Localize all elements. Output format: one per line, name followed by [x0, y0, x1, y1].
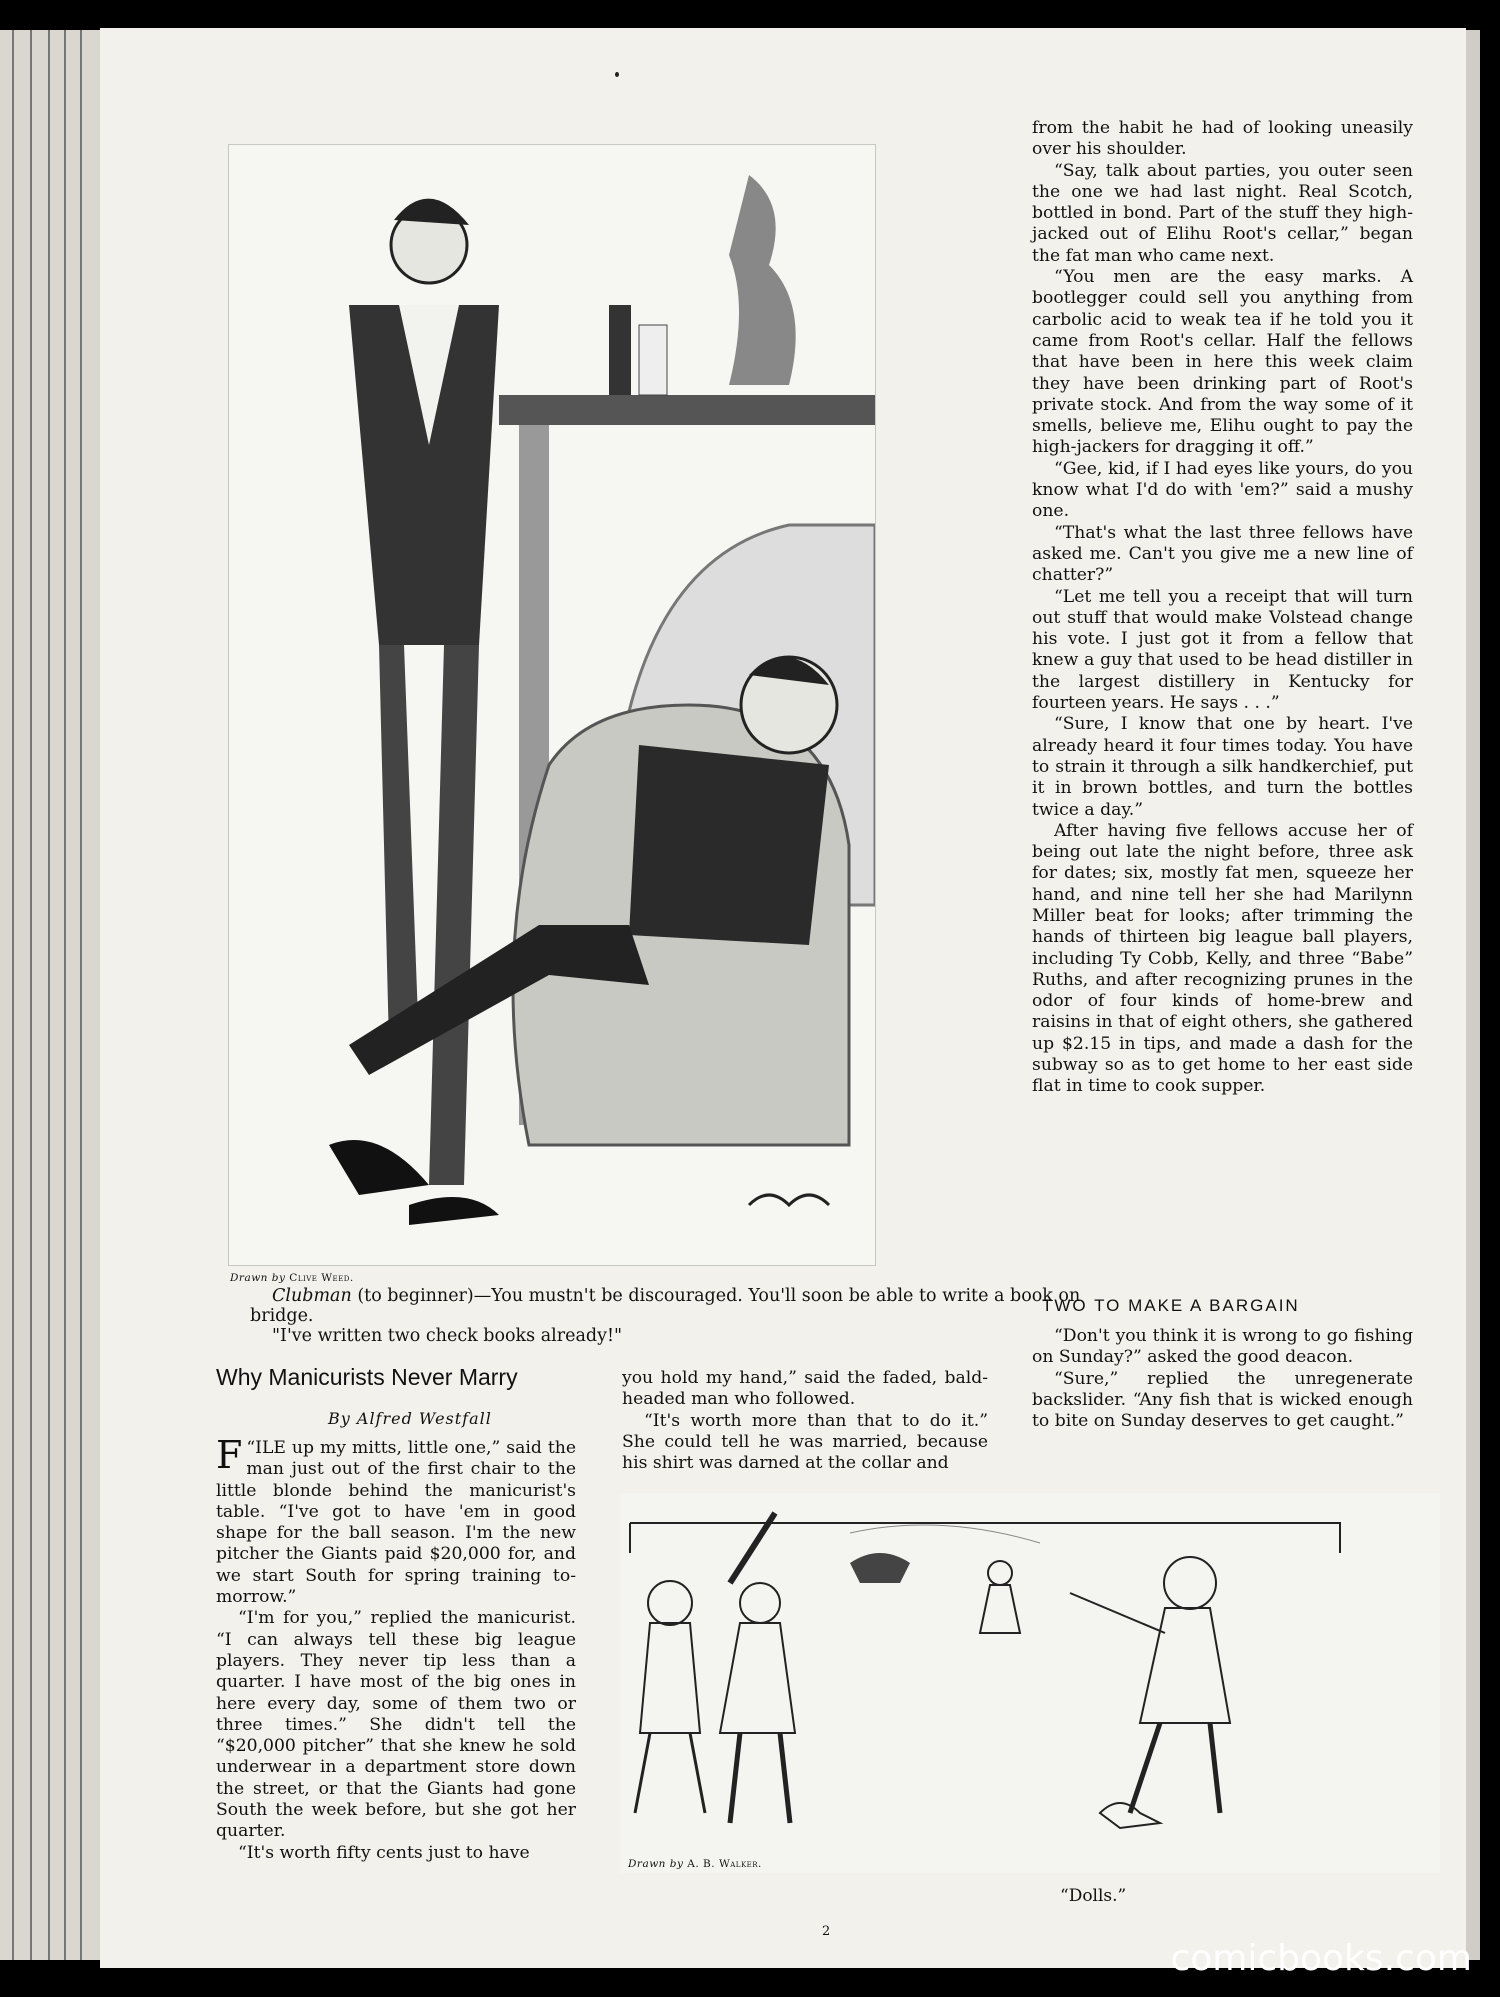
col2-p2: “It's worth more than that to do it.” She could tell he was married, because his shirt was darned at the collar and — [622, 1410, 988, 1474]
magazine-page — [100, 28, 1466, 1968]
col2-p1: you hold my hand,” said the faded, bald-headed man who followed. — [622, 1368, 988, 1410]
clubman-drawing — [229, 145, 875, 1265]
credit-name: Clive Weed. — [289, 1272, 354, 1284]
col3-p7: “Sure, I know that one by heart. I've already heard it four times today. You have to strain it through a silk handkerchief, put it in brown bottles, and turn the bottles twice a day.” — [1032, 714, 1413, 820]
col1-p3: “It's worth fifty cents just to have — [238, 1842, 530, 1863]
joke-column — [1032, 1326, 1413, 1432]
story-column-1 — [216, 1433, 576, 1864]
book-binding — [0, 30, 110, 1960]
story-column-3 — [1032, 118, 1413, 1098]
clubman-illustration — [228, 144, 876, 1266]
joke-heading: TWO TO MAKE A BARGAIN — [1042, 1296, 1300, 1315]
joke-p1: “Don't you think it is wrong to go fishing on Sunday?” asked the good deacon. — [1032, 1326, 1413, 1368]
col3-p2: “Say, talk about parties, you outer seen the one we had last night. Real Scotch, bottled in bond. Part of the stuff they high-jacked out of Elihu Root's cellar,” began the fat man who came next. — [1032, 160, 1413, 266]
story-title: Why Manicurists Never Marry — [216, 1364, 518, 1390]
watermark: comicbooks.com — [1170, 1938, 1472, 1979]
illustration-credit-bottom — [628, 1858, 762, 1870]
speck — [615, 72, 619, 77]
dropcap-quote: “ — [246, 1438, 256, 1458]
caption-speaker: Clubman — [272, 1286, 352, 1306]
page-number: 2 — [822, 1924, 831, 1939]
credit-prefix: Drawn by — [628, 1858, 684, 1870]
dolls-caption: “Dolls.” — [1060, 1886, 1127, 1906]
col3-p4: “Gee, kid, if I had eyes like yours, do you know what I'd do with 'em?” said a mushy one. — [1032, 458, 1413, 522]
cartoon-caption — [250, 1286, 1090, 1346]
col3-p6: “Let me tell you a receipt that will turn out stuff that would make Volstead change his vote. I just got it from a fellow that knew a guy that used to be head distiller in the largest distillery in Kentucky for fourteen years. He says . . .” — [1032, 586, 1413, 714]
illustration-credit-top — [230, 1272, 354, 1284]
col1-first: ILE up my mitts, little one,” said the man just out of the first chair to the little blonde behind the manicurist's table. “I've got to have 'em in good shape for the ball season. I'm the new pitcher the Giants paid $20,000 for, and we start South for spring training to-morrow.” — [216, 1438, 576, 1608]
col3-p5: “That's what the last three fellows have asked me. Can't you give me a new line of chatter?” — [1032, 522, 1413, 586]
dropcap: F — [216, 1433, 243, 1477]
joke-p2: “Sure,” replied the unregenerate backslider. “Any fish that is wicked enough to bite on Sunday deserves to get caught.” — [1032, 1368, 1413, 1432]
credit-prefix: Drawn by — [230, 1272, 286, 1284]
col3-p8: After having five fellows accuse her of being out late the night before, three ask for dates; six, mostly fat men, squeeze her hand, and nine tell her she had Marilynn Miller beat for looks; after trimming the hands of thirteen big league ball players, including Ty Cobb, Kelly, and three “Babe” Ruths, and after recognizing prunes in the odor of four kinds of home-brew and raisins in that of eight others, she gathered up $2.15 in tips, and made a dash for the subway so as to get home to her east side flat in time to cook supper. — [1032, 820, 1413, 1097]
dolls-illustration — [620, 1493, 1440, 1873]
col3-p3: “You men are the easy marks. A bootlegger could sell you anything from carbolic acid to weak tea if he told you it came from Root's cellar. Half the fellows that have been in here this week claim they have been drinking part of Root's private stock. And from the way some of it smells, believe me, Elihu ought to pay the high-jackers for dragging it off.” — [1032, 267, 1413, 458]
col1-p2: “I'm for you,” replied the manicurist. “I can always tell these big league players. They never tip less than a quarter. I have most of the big ones in here every day, some of them two or three times.” She didn't tell the “$20,000 pitcher” that she knew he sold underwear in a department store down the street, or that the Giants had gone South the week before, but she got her quarter. — [216, 1608, 576, 1842]
dolls-drawing — [620, 1493, 1440, 1873]
page-edge — [1466, 30, 1480, 1960]
story-byline: By Alfred Westfall — [328, 1409, 492, 1428]
col3-p1: from the habit he had of looking uneasily over his shoulder. — [1032, 118, 1413, 160]
story-column-2 — [622, 1368, 988, 1474]
credit-name: A. B. Walker. — [687, 1858, 762, 1870]
caption-line1: (to beginner)—You mustn't be discouraged. You'll soon be able to write a book on bridge. — [250, 1286, 1081, 1326]
caption-line2: "I've written two check books already!" — [272, 1326, 623, 1346]
